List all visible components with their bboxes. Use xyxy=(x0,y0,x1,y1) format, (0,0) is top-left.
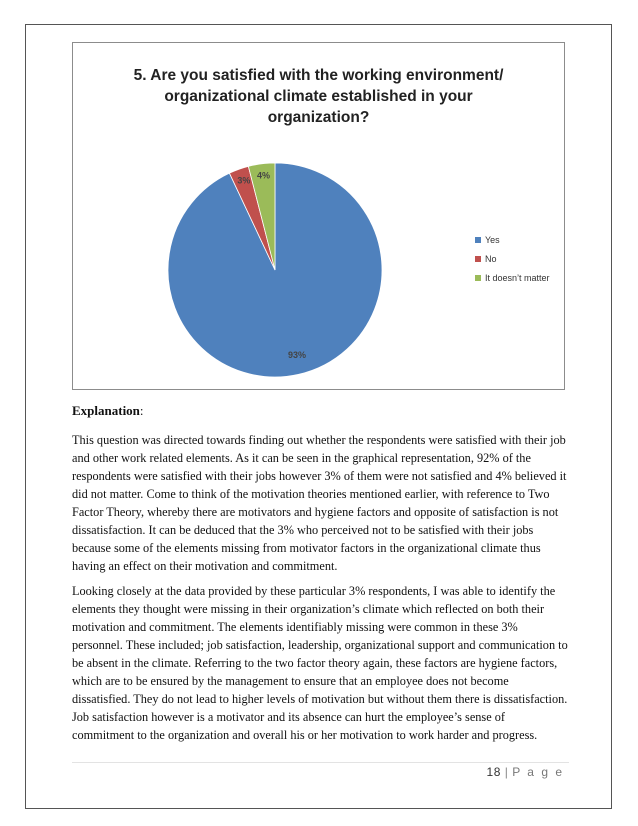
chart-title-line-3: organization? xyxy=(267,109,370,126)
footer-rule xyxy=(72,762,569,763)
legend-label-no: No xyxy=(485,254,497,264)
legend-label-doesnt-matter: It doesn’t matter xyxy=(485,273,550,283)
explanation-paragraph-1: This question was directed towards finding out whether the respondents were satisfied with their job and other work related elements. As it can be seen in the graphical representation, 92% of the respondents were satisfied with their jobs however 3% of them were not satisfied and 4% believed it did not matter. Come to think of the motivation theories mentioned earlier, with reference to Two Factor Theory, whereby there are motivators and hygiene factors and opposite of satisfaction is not dissatisfaction. It can be deduced that the 3% who perceived not to be satisfied with their jobs because some of the elements missing from motivator factors in the organizational climate thus having an effect on their motivation and commitment. xyxy=(72,433,567,573)
chart-title-line-1: 5. Are you satisfied with the working environment/ xyxy=(133,67,504,84)
legend-item-no xyxy=(475,254,550,264)
explanation-heading-colon: : xyxy=(139,403,144,418)
legend-swatch-doesnt-matter xyxy=(475,275,481,281)
chart-title-line-2: organizational climate established in your xyxy=(164,88,473,105)
pie-svg xyxy=(73,43,566,391)
legend-label-yes: Yes xyxy=(485,235,500,245)
page-number: 18 xyxy=(486,765,501,779)
data-label-doesnt-matter: 4% xyxy=(256,170,270,181)
legend-swatch-yes xyxy=(475,237,481,243)
data-label-yes: 93% xyxy=(287,350,307,360)
chart-legend xyxy=(475,235,550,292)
explanation-heading-text: Explanation xyxy=(72,403,140,418)
explanation-paragraph-2: Looking closely at the data provided by these particular 3% respondents, I was able to identify the elements they thought were missing in their organization’s climate which reflected on both their motivation and commitment. The elements identifiably missing were common in these 3% personnel. These included; job satisfaction, leadership, organizational support and communication to be absent in the climate. Referring to the two factor theory again, these factors are hygiene factors, which are to be ensured by the management to ensure that an employee does not become dissatisfied. They do not lead to higher levels of motivation but without them there is dissatisfaction. Job satisfaction however is a motivator and its absence can hurt the employee’s sense of commitment to the organization and overall his or her motivation to work harder and progress. xyxy=(72,584,568,742)
data-label-no: 3% xyxy=(237,175,251,186)
page-footer xyxy=(487,765,564,779)
explanation-heading xyxy=(72,403,144,419)
pie-chart xyxy=(72,42,565,390)
legend-item-yes xyxy=(475,235,550,245)
footer-separator: | xyxy=(504,765,509,779)
legend-swatch-no xyxy=(475,256,481,262)
footer-page-word: P a g e xyxy=(512,765,564,779)
legend-item-doesnt-matter xyxy=(475,273,550,283)
